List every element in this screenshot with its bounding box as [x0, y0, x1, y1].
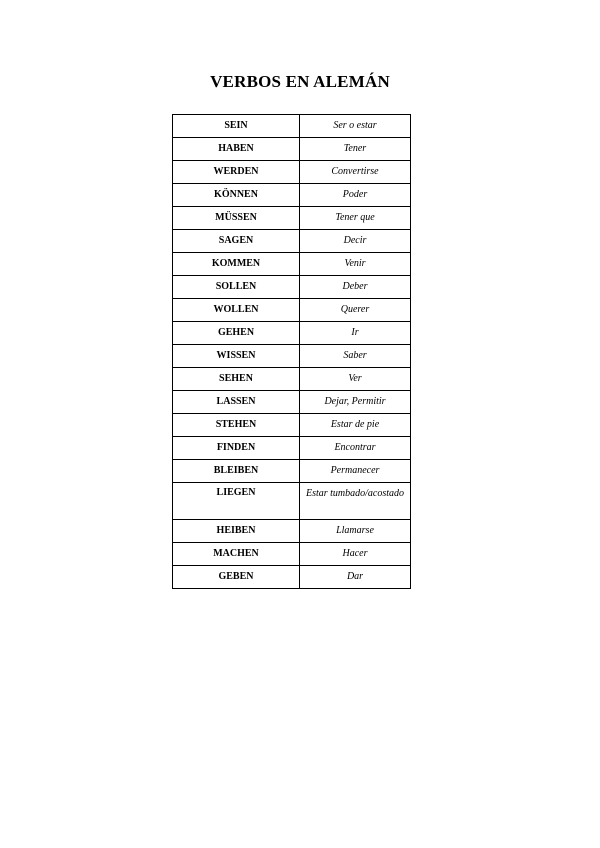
spanish-translation-cell: Ir [300, 322, 411, 345]
spanish-translation-cell: Tener que [300, 207, 411, 230]
table-row [173, 520, 411, 543]
german-verb-cell: MACHEN [173, 543, 300, 566]
german-verb-cell: LASSEN [173, 391, 300, 414]
german-verb-cell: KOMMEN [173, 253, 300, 276]
spanish-translation-cell: Encontrar [300, 437, 411, 460]
spanish-translation-cell: Hacer [300, 543, 411, 566]
german-verb-cell: KÖNNEN [173, 184, 300, 207]
german-verb-cell: SEIN [173, 115, 300, 138]
spanish-translation-cell: Ser o estar [300, 115, 411, 138]
spanish-translation-cell: Estar tumbado/acostado [300, 483, 411, 520]
table-row [173, 368, 411, 391]
spanish-translation-cell: Llamarse [300, 520, 411, 543]
table-row [173, 184, 411, 207]
table-row [173, 543, 411, 566]
table-row [173, 566, 411, 589]
spanish-translation-cell: Decir [300, 230, 411, 253]
spanish-translation-cell: Venir [300, 253, 411, 276]
german-verb-cell: WERDEN [173, 161, 300, 184]
page-title: VERBOS EN ALEMÁN [210, 72, 390, 91]
german-verb-cell: GEHEN [173, 322, 300, 345]
spanish-translation-cell: Dejar, Permitir [300, 391, 411, 414]
table-row [173, 483, 411, 520]
spanish-translation-cell: Ver [300, 368, 411, 391]
table-row [173, 345, 411, 368]
german-verb-cell: STEHEN [173, 414, 300, 437]
spanish-translation-cell: Estar de pie [300, 414, 411, 437]
german-verb-cell: SOLLEN [173, 276, 300, 299]
spanish-translation-cell: Tener [300, 138, 411, 161]
verbs-table [172, 114, 411, 589]
german-verb-cell: SAGEN [173, 230, 300, 253]
german-verb-cell: GEBEN [173, 566, 300, 589]
table-row [173, 230, 411, 253]
table-row [173, 299, 411, 322]
table-row [173, 322, 411, 345]
spanish-translation-cell: Saber [300, 345, 411, 368]
german-verb-cell: WOLLEN [173, 299, 300, 322]
table-row [173, 437, 411, 460]
german-verb-cell: HABEN [173, 138, 300, 161]
table-row [173, 460, 411, 483]
spanish-translation-cell: Convertirse [300, 161, 411, 184]
table-row [173, 207, 411, 230]
german-verb-cell: FINDEN [173, 437, 300, 460]
table-row [173, 276, 411, 299]
table-row [173, 138, 411, 161]
spanish-translation-cell: Poder [300, 184, 411, 207]
table-row [173, 161, 411, 184]
spanish-translation-cell: Deber [300, 276, 411, 299]
german-verb-cell: SEHEN [173, 368, 300, 391]
german-verb-cell: WISSEN [173, 345, 300, 368]
german-verb-cell: BLEIBEN [173, 460, 300, 483]
table-row [173, 253, 411, 276]
german-verb-cell: MÜSSEN [173, 207, 300, 230]
table-row [173, 115, 411, 138]
spanish-translation-cell: Querer [300, 299, 411, 322]
table-row [173, 414, 411, 437]
spanish-translation-cell: Permanecer [300, 460, 411, 483]
german-verb-cell: LIEGEN [173, 483, 300, 520]
spanish-translation-cell: Dar [300, 566, 411, 589]
german-verb-cell: HEIBEN [173, 520, 300, 543]
table-row [173, 391, 411, 414]
